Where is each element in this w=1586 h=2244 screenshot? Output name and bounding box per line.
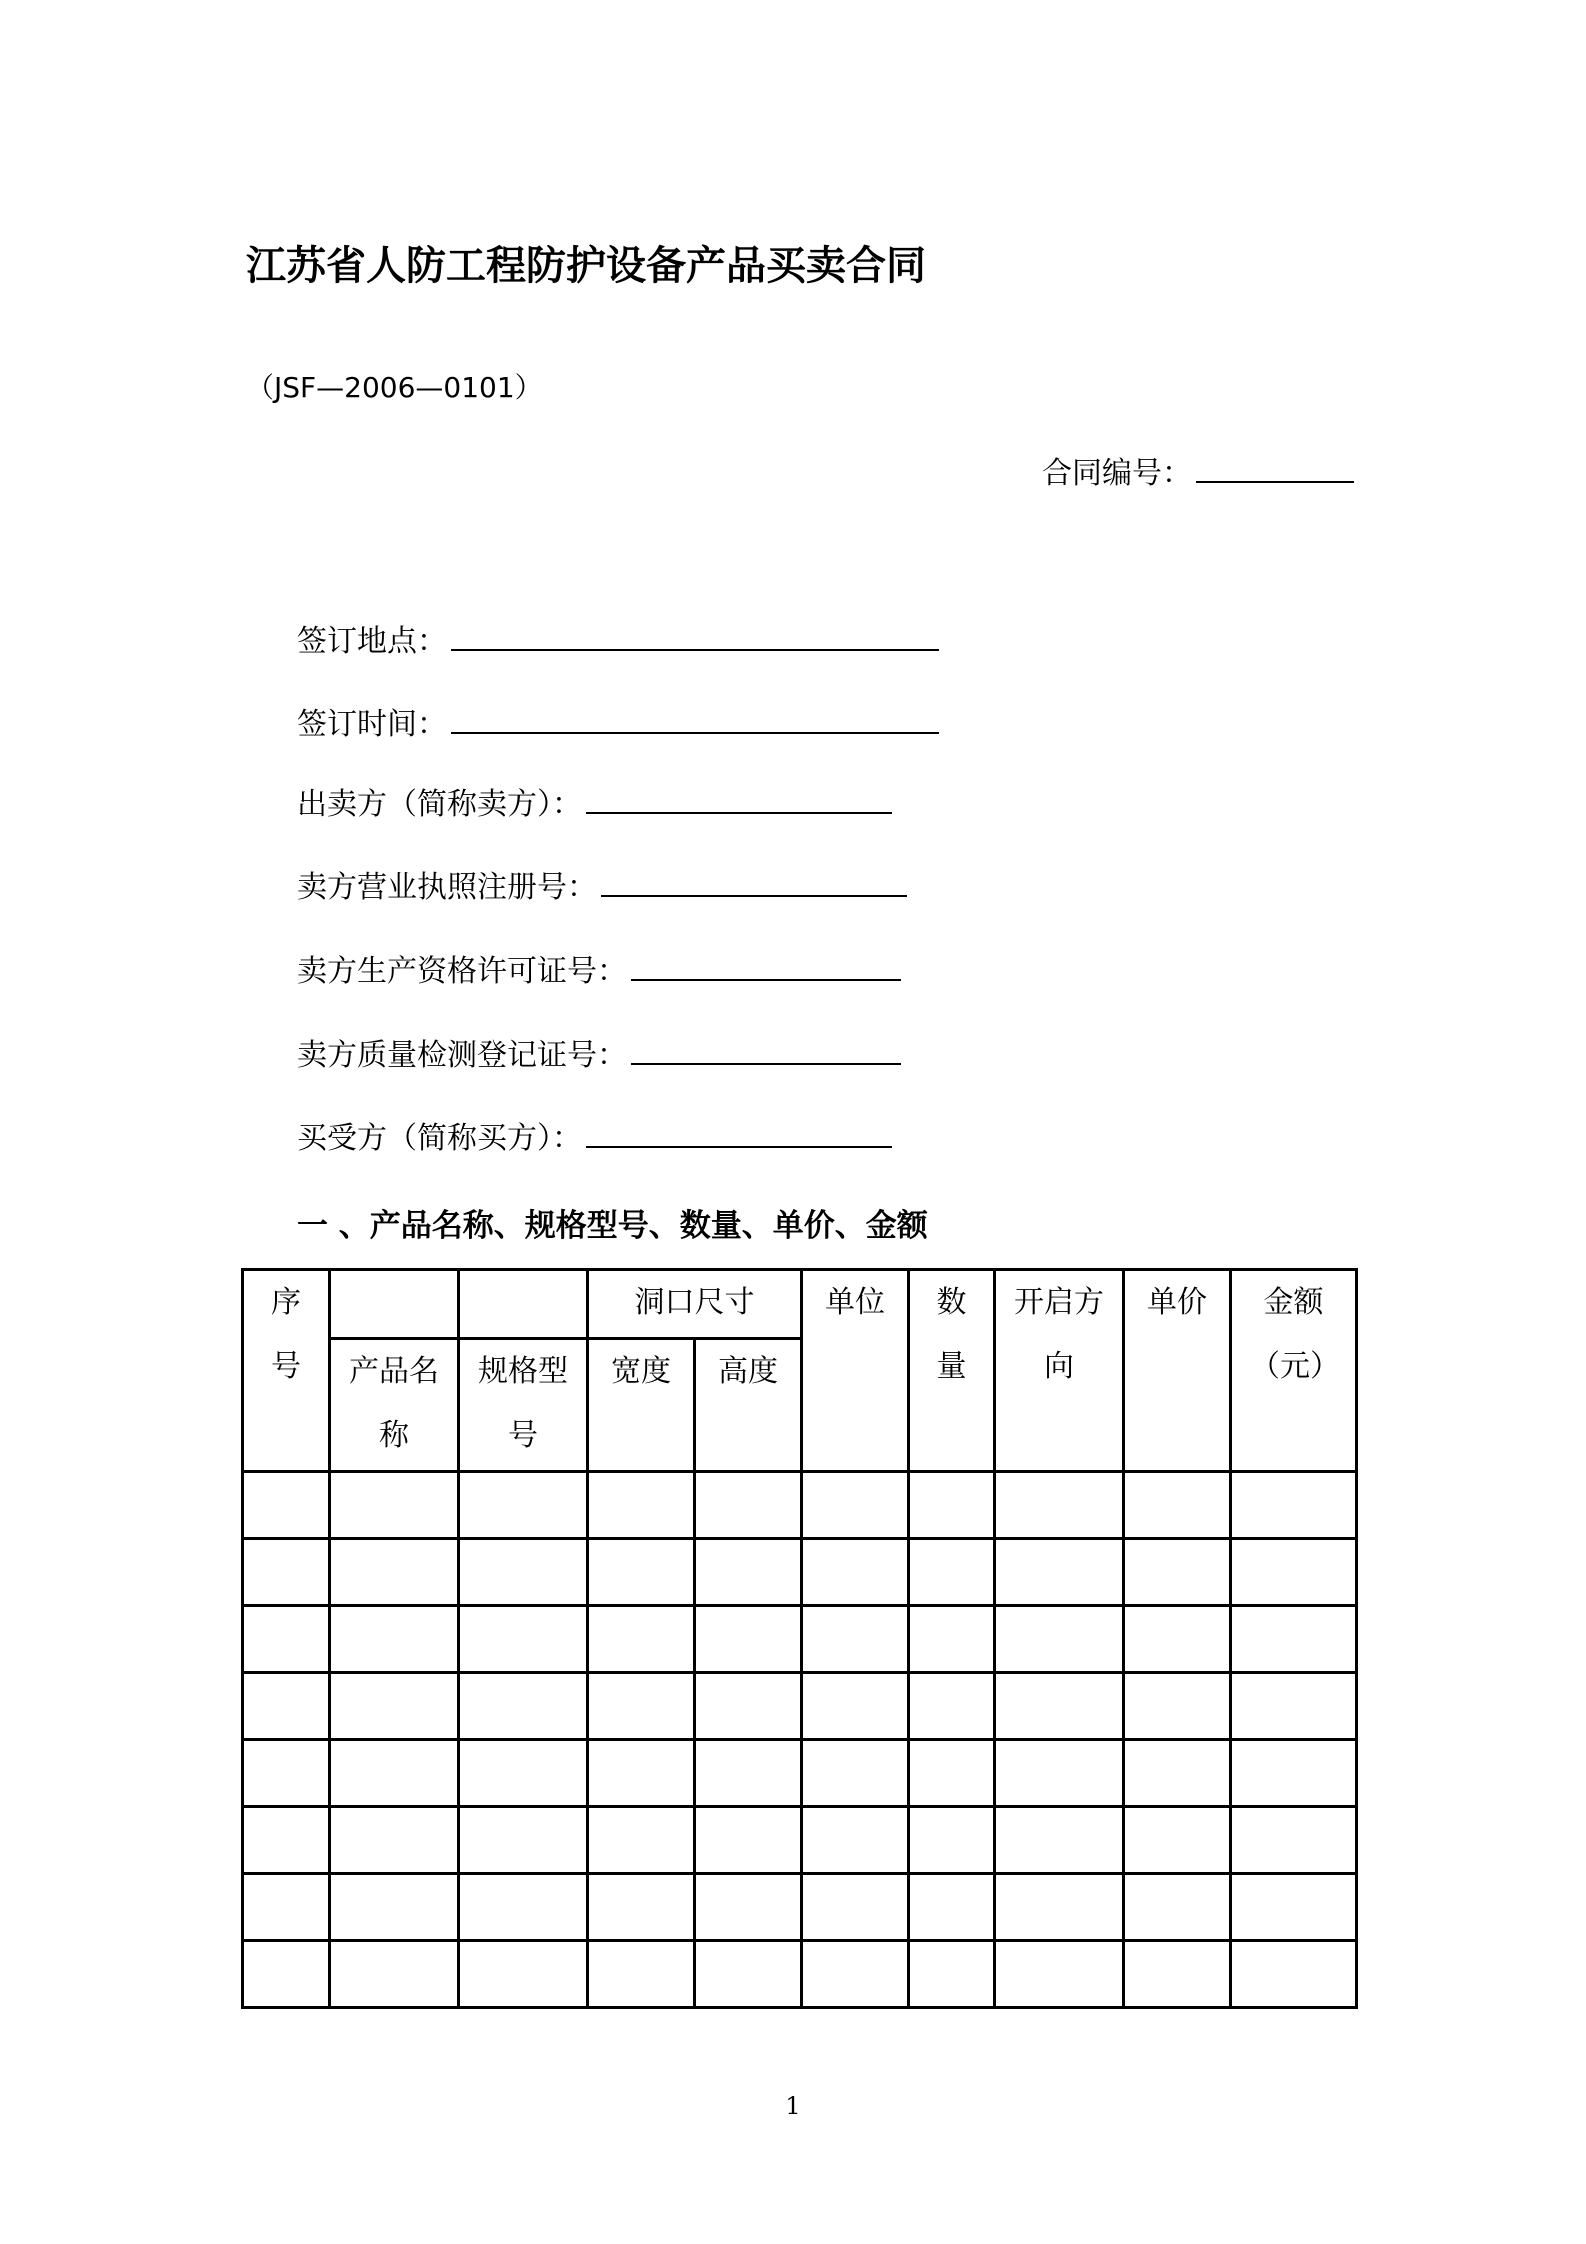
table-cell[interactable] xyxy=(995,1807,1124,1874)
table-cell[interactable] xyxy=(588,1472,695,1539)
table-cell[interactable] xyxy=(802,1807,909,1874)
field-seller-production-permit xyxy=(297,946,901,990)
contract-number-field[interactable] xyxy=(1196,451,1354,483)
header-quantity: 数量 xyxy=(909,1270,995,1472)
field-buyer xyxy=(297,1113,892,1157)
field-seller-quality-registration xyxy=(297,1030,901,1074)
header-unit: 单位 xyxy=(802,1270,909,1472)
table-cell[interactable] xyxy=(995,1539,1124,1606)
table-cell[interactable] xyxy=(1124,1472,1231,1539)
table-cell[interactable] xyxy=(802,1874,909,1941)
table-cell[interactable] xyxy=(588,1807,695,1874)
table-cell[interactable] xyxy=(909,1941,995,2008)
table-cell[interactable] xyxy=(802,1539,909,1606)
header-height: 高度 xyxy=(695,1339,802,1472)
signing-time-input[interactable] xyxy=(451,702,939,734)
field-label: 出卖方（简称卖方）： xyxy=(297,787,582,822)
table-cell[interactable] xyxy=(588,1941,695,2008)
field-label: 签订地点： xyxy=(297,624,447,659)
field-label: 签订时间： xyxy=(297,707,447,742)
table-cell[interactable] xyxy=(330,1673,459,1740)
table-cell[interactable] xyxy=(695,1874,802,1941)
table-cell[interactable] xyxy=(802,1673,909,1740)
table-cell[interactable] xyxy=(330,1606,459,1673)
table-cell[interactable] xyxy=(459,1807,588,1874)
table-cell[interactable] xyxy=(1124,1606,1231,1673)
seller-input[interactable] xyxy=(586,782,892,814)
table-row xyxy=(243,1874,1357,1941)
table-cell[interactable] xyxy=(695,1606,802,1673)
table-cell[interactable] xyxy=(909,1472,995,1539)
buyer-input[interactable] xyxy=(586,1116,892,1148)
table-cell[interactable] xyxy=(909,1673,995,1740)
table-cell[interactable] xyxy=(459,1874,588,1941)
table-cell[interactable] xyxy=(1231,1874,1357,1941)
table-cell[interactable] xyxy=(1231,1740,1357,1807)
table-cell[interactable] xyxy=(330,1941,459,2008)
table-cell[interactable] xyxy=(243,1673,330,1740)
table-cell[interactable] xyxy=(459,1472,588,1539)
table-cell[interactable] xyxy=(243,1874,330,1941)
table-cell[interactable] xyxy=(802,1941,909,2008)
table-cell[interactable] xyxy=(330,1539,459,1606)
table-row xyxy=(243,1740,1357,1807)
table-cell[interactable] xyxy=(243,1941,330,2008)
table-cell[interactable] xyxy=(243,1539,330,1606)
header-seq: 序号 xyxy=(243,1270,330,1472)
table-cell[interactable] xyxy=(802,1472,909,1539)
table-cell[interactable] xyxy=(243,1606,330,1673)
table-cell[interactable] xyxy=(243,1472,330,1539)
table-cell[interactable] xyxy=(1231,1539,1357,1606)
table-cell[interactable] xyxy=(695,1673,802,1740)
table-row xyxy=(243,1807,1357,1874)
table-cell[interactable] xyxy=(995,1472,1124,1539)
seller-license-input[interactable] xyxy=(601,865,907,897)
table-cell[interactable] xyxy=(695,1807,802,1874)
table-cell[interactable] xyxy=(995,1606,1124,1673)
table-cell[interactable] xyxy=(995,1941,1124,2008)
table-cell[interactable] xyxy=(330,1807,459,1874)
product-table xyxy=(241,1268,1358,2009)
table-row xyxy=(243,1539,1357,1606)
table-cell[interactable] xyxy=(909,1539,995,1606)
table-cell[interactable] xyxy=(909,1606,995,1673)
field-seller xyxy=(297,779,892,823)
header-opening-size: 洞口尺寸 xyxy=(588,1270,802,1339)
field-signing-place xyxy=(297,616,939,660)
table-row xyxy=(243,1941,1357,2008)
table-row xyxy=(243,1606,1357,1673)
table-cell[interactable] xyxy=(909,1740,995,1807)
contract-number-line xyxy=(1042,448,1354,492)
field-label: 卖方生产资格许可证号： xyxy=(297,954,627,989)
table-cell[interactable] xyxy=(1231,1673,1357,1740)
table-cell[interactable] xyxy=(802,1740,909,1807)
field-label: 卖方质量检测登记证号： xyxy=(297,1038,627,1073)
field-label: 买受方（简称买方）： xyxy=(297,1121,582,1156)
table-cell[interactable] xyxy=(588,1673,695,1740)
table-cell[interactable] xyxy=(802,1606,909,1673)
table-cell[interactable] xyxy=(1124,1673,1231,1740)
table-cell[interactable] xyxy=(1124,1539,1231,1606)
header-blank-1 xyxy=(330,1270,459,1339)
table-cell[interactable] xyxy=(995,1874,1124,1941)
table-row xyxy=(243,1673,1357,1740)
table-cell[interactable] xyxy=(459,1673,588,1740)
table-cell[interactable] xyxy=(695,1539,802,1606)
header-width: 宽度 xyxy=(588,1339,695,1472)
seller-production-permit-input[interactable] xyxy=(631,949,901,981)
header-blank-2 xyxy=(459,1270,588,1339)
table-cell[interactable] xyxy=(1231,1941,1357,2008)
table-cell[interactable] xyxy=(588,1740,695,1807)
table-row xyxy=(243,1472,1357,1539)
table-cell[interactable] xyxy=(243,1807,330,1874)
table-cell[interactable] xyxy=(909,1807,995,1874)
field-seller-license xyxy=(297,862,907,906)
table-cell[interactable] xyxy=(695,1740,802,1807)
header-open-direction: 开启方向 xyxy=(995,1270,1124,1472)
table-cell[interactable] xyxy=(330,1472,459,1539)
table-cell[interactable] xyxy=(995,1740,1124,1807)
table-cell[interactable] xyxy=(1124,1874,1231,1941)
table-cell[interactable] xyxy=(588,1539,695,1606)
header-product-name: 产品名称 xyxy=(330,1339,459,1472)
field-signing-time xyxy=(297,699,939,743)
table-cell[interactable] xyxy=(1231,1807,1357,1874)
table-cell[interactable] xyxy=(588,1874,695,1941)
seller-quality-registration-input[interactable] xyxy=(631,1033,901,1065)
table-cell[interactable] xyxy=(909,1874,995,1941)
table-cell[interactable] xyxy=(995,1673,1124,1740)
standard-code: （JSF—2006—0101） xyxy=(246,371,543,404)
table-cell[interactable] xyxy=(330,1874,459,1941)
table-cell[interactable] xyxy=(459,1539,588,1606)
document-title: 江苏省人防工程防护设备产品买卖合同 xyxy=(246,243,926,289)
page-number: 1 xyxy=(785,2092,801,2120)
table-cell[interactable] xyxy=(459,1941,588,2008)
section-heading: 一 、产品名称、规格型号、数量、单价、金额 xyxy=(297,1208,928,1244)
table-cell[interactable] xyxy=(1124,1740,1231,1807)
table-cell[interactable] xyxy=(330,1740,459,1807)
table-cell[interactable] xyxy=(1124,1941,1231,2008)
table-cell[interactable] xyxy=(243,1740,330,1807)
table-cell[interactable] xyxy=(695,1472,802,1539)
table-cell[interactable] xyxy=(1231,1606,1357,1673)
table-cell[interactable] xyxy=(695,1941,802,2008)
header-unit-price: 单价 xyxy=(1124,1270,1231,1472)
table-cell[interactable] xyxy=(459,1606,588,1673)
table-cell[interactable] xyxy=(459,1740,588,1807)
table-cell[interactable] xyxy=(1231,1472,1357,1539)
table-cell[interactable] xyxy=(1124,1807,1231,1874)
contract-number-label: 合同编号： xyxy=(1042,456,1192,491)
field-label: 卖方营业执照注册号： xyxy=(297,870,597,905)
signing-place-input[interactable] xyxy=(451,619,939,651)
table-cell[interactable] xyxy=(588,1606,695,1673)
header-amount: 金额（元） xyxy=(1231,1270,1357,1472)
header-spec-model: 规格型号 xyxy=(459,1339,588,1472)
